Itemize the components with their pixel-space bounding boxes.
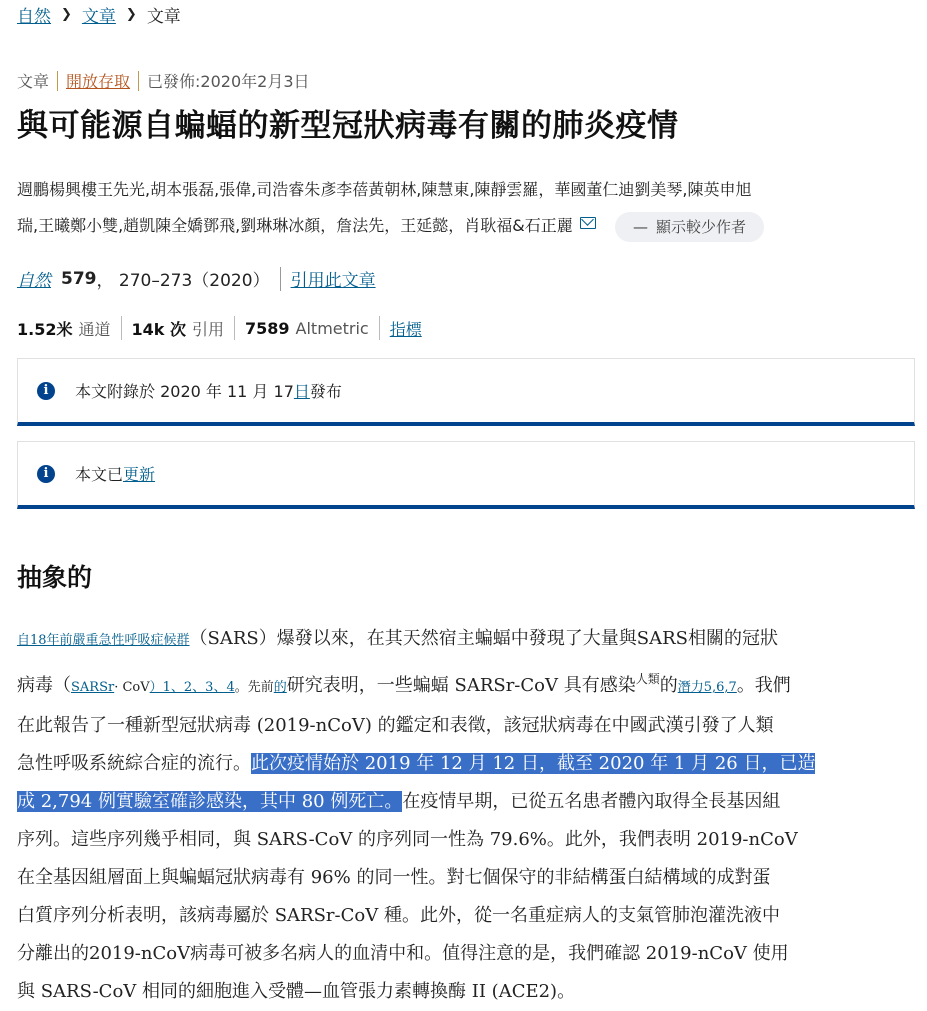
update-link[interactable]: 更新 xyxy=(123,465,156,484)
selected-text[interactable]: 此次疫情始於 2019 年 12 月 12 日，截至 2020 年 1 月 26 日，已造 xyxy=(251,753,816,774)
notice-text-main: 本文附錄於 2020 年 11 月 17 xyxy=(75,382,294,401)
accesses-value: 1.52米 xyxy=(17,319,73,339)
volume: 579 xyxy=(61,268,97,289)
abstract-line: 在此報告了一種新型冠狀病毒 (2019-nCoV) 的鑑定和表徵，該冠狀病毒在中國武漢引發了人類 xyxy=(17,715,774,736)
chevron-right-icon: ❯ xyxy=(125,7,137,22)
metrics-link[interactable]: 指標 xyxy=(389,319,422,339)
breadcrumb xyxy=(17,2,181,27)
altmetric-label: Altmetric xyxy=(295,318,369,338)
author-line-1[interactable]: 週鵬楊興樓王先光,胡本張磊,張偉,司浩睿朱彥李蓓黃朝林,陳慧東,陳靜雲羅，華國董仁迪劉美琴,陳英申旭 xyxy=(17,180,752,199)
chevron-right-icon: ❯ xyxy=(61,7,72,22)
potential-refs-link[interactable]: 潛力5,6,7 xyxy=(677,680,737,695)
prev-link[interactable]: 的 xyxy=(273,680,287,695)
accesses-label: 通道 xyxy=(78,319,111,339)
altmetric-value: 7589 xyxy=(245,318,290,338)
addendum-link[interactable]: 日 xyxy=(293,382,310,401)
notice-text xyxy=(75,379,342,402)
abstract-sup: 人類 xyxy=(635,672,660,686)
notice-text-main: 本文已 xyxy=(75,465,124,484)
breadcrumb-articles-link[interactable]: 文章 xyxy=(81,7,116,27)
abstract-line xyxy=(17,745,912,783)
notice-text-suffix: 發布 xyxy=(309,382,342,401)
minus-icon: — xyxy=(632,217,648,236)
refs-link[interactable]: ）1、2、3、4 xyxy=(149,680,235,695)
abstract-span: 研究表明，一些蝙蝠 SARSr-CoV 具有感染 xyxy=(286,675,636,696)
breadcrumb-nature-link[interactable]: 自然 xyxy=(17,7,51,27)
abstract-line: 與 SARS-CoV 相同的細胞進入受體—血管張力素轉換酶 II (ACE2)。 xyxy=(17,981,576,1002)
abstract-line: 白質序列分析表明，該病毒屬於 SARSr-CoV 種。此外，從一名重症病人的支氣管肺泡灌洗液中 xyxy=(17,905,780,926)
notice-text xyxy=(75,462,155,485)
article-title: 與可能源自蝙蝠的新型冠狀病毒有關的肺炎疫情 xyxy=(17,108,679,144)
divider xyxy=(379,316,380,340)
published-date: 已發佈:2020年2月3日 xyxy=(147,72,310,91)
abstract-span: 急性呼吸系統綜合症的流行。 xyxy=(17,753,251,774)
abstract-span: 在疫情早期，已從五名患者體內取得全長基因組 xyxy=(402,791,781,812)
abstract-line: 分離出的2019-nCoV病毒可被多名病人的血清中和。值得注意的是，我們確認 2019-nCoV 使用 xyxy=(17,943,789,964)
abstract-line: 序列。這些序列幾乎相同，與 SARS-CoV 的序列同一性為 79.6%。此外，我們表明 2019-nCoV xyxy=(17,829,798,850)
abstract-line xyxy=(17,783,912,821)
show-fewer-label: 顯示較少作者 xyxy=(655,217,746,236)
metrics-bar xyxy=(17,316,422,340)
abstract-span: （SARS）爆發以來，在其天然宿主蝙蝠中發現了大量與SARS相關的冠狀 xyxy=(189,628,778,649)
sars-link[interactable]: 自18年前嚴重急性呼吸症候群 xyxy=(17,633,190,648)
show-fewer-authors-button[interactable] xyxy=(615,212,764,242)
divider xyxy=(138,71,139,91)
abstract-line xyxy=(17,660,912,707)
abstract-text xyxy=(17,620,912,1011)
divider xyxy=(280,267,281,291)
article-type: 文章 xyxy=(17,72,50,91)
selected-text[interactable]: 成 2,794 例實驗室確診感染，其中 80 例死亡。 xyxy=(17,791,403,812)
journal-link[interactable]: 自然 xyxy=(17,271,51,291)
citations-label: 引用 xyxy=(191,319,224,339)
abstract-span: 的 xyxy=(659,675,678,696)
divider xyxy=(121,316,122,340)
open-access-link[interactable]: 開放存取 xyxy=(66,72,131,91)
citations-value: 14k 次 xyxy=(131,319,186,339)
abstract-line: 在全基因組層面上與蝙蝠冠狀病毒有 96% 的同一性。對七個保守的非結構蛋白結構域的成對蛋 xyxy=(17,867,771,888)
divider xyxy=(57,71,58,91)
breadcrumb-current: 文章 xyxy=(146,7,181,27)
abstract-span: 病毒（ xyxy=(17,675,71,696)
info-icon: i xyxy=(37,382,55,400)
abstract-span: 。我們 xyxy=(736,675,791,696)
abstract-heading: 抽象的 xyxy=(17,563,93,592)
citation-line xyxy=(17,266,376,291)
mail-icon[interactable] xyxy=(580,217,596,229)
divider xyxy=(234,316,235,340)
update-notice xyxy=(17,441,915,509)
addendum-notice xyxy=(17,358,915,426)
abstract-line xyxy=(17,620,912,660)
abstract-span: · CoV xyxy=(114,680,150,695)
info-icon: i xyxy=(37,465,55,483)
cite-article-link[interactable]: 引用此文章 xyxy=(290,271,376,291)
author-list xyxy=(17,172,907,244)
sarsr-ref-link[interactable]: SARSr xyxy=(71,680,115,695)
abstract-span: 。先前 xyxy=(234,680,274,695)
author-line-2[interactable]: 瑞,王曦鄭小雙,趙凱陳全嬌鄧飛,劉琳琳冰顏，詹法先，王延懿，肖耿福&石正麗 xyxy=(17,216,573,235)
author-line-2-container xyxy=(17,208,907,244)
article-meta xyxy=(17,69,310,92)
pages: ， 270–273（2020） xyxy=(96,271,270,291)
